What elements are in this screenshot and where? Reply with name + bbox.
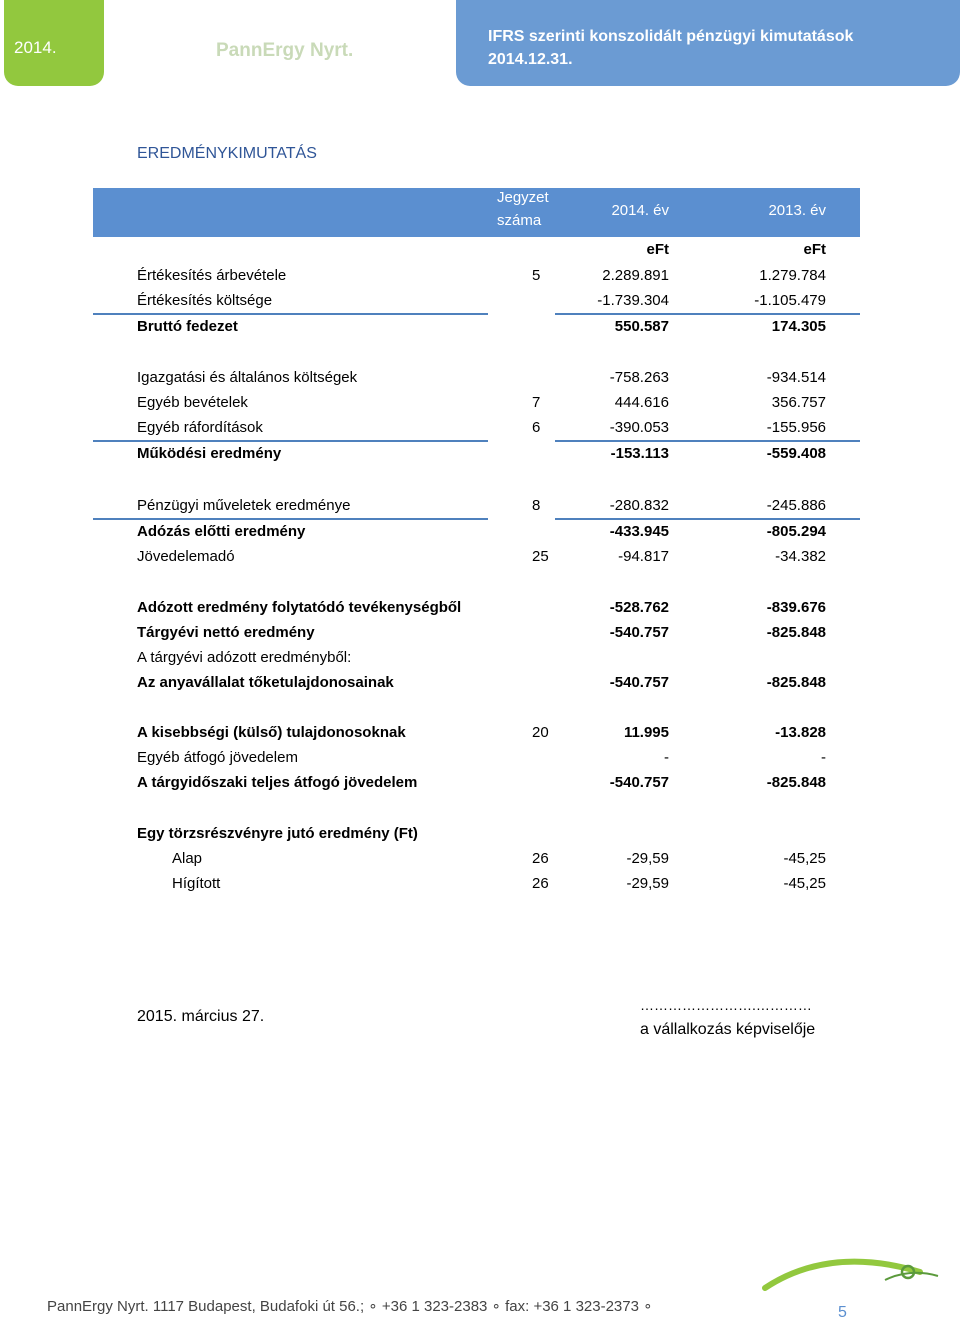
row-value-2014: 11.995 <box>623 724 669 741</box>
row-value-2014: -153.113 <box>610 445 669 462</box>
table-row <box>0 646 960 670</box>
row-value-2014: -29,59 <box>626 875 669 892</box>
table-row <box>0 494 960 518</box>
row-value-2013: -559.408 <box>766 445 826 462</box>
row-value-2013: 174.305 <box>771 318 826 335</box>
row-note: 5 <box>532 267 541 284</box>
row-label: A tárgyidőszaki teljes átfogó jövedelem <box>137 774 418 791</box>
table-row <box>0 442 960 466</box>
unit-2013: eFt <box>803 241 826 258</box>
table-row <box>0 289 960 313</box>
header-date: 2014.12.31. <box>488 51 573 68</box>
year-2014-header: 2014. év <box>611 202 669 219</box>
row-label: Egyéb átfogó jövedelem <box>137 749 298 766</box>
table-row <box>0 621 960 645</box>
row-value-2013: -45,25 <box>783 850 826 867</box>
row-label: Egy törzsrészvényre jutó eredmény (Ft) <box>137 825 418 842</box>
row-note: 25 <box>532 548 549 565</box>
row-value-2014: -433.945 <box>609 523 669 540</box>
row-value-2014: -390.053 <box>609 419 669 436</box>
table-row <box>0 264 960 288</box>
row-label: Az anyavállalat tőketulajdonosainak <box>137 674 394 691</box>
footer-address: PannErgy Nyrt. 1117 Budapest, Budafoki út 56.; ∘ +36 1 323-2383 ∘ fax: +36 1 323-2373 ∘ <box>47 1298 653 1315</box>
row-value-2014: 444.616 <box>614 394 669 411</box>
table-row <box>0 416 960 440</box>
row-note: 8 <box>532 497 541 514</box>
row-value-2014: -758.263 <box>609 369 669 386</box>
row-value-2013: 1.279.784 <box>759 267 826 284</box>
row-value-2013: -1.105.479 <box>754 292 826 309</box>
row-value-2014: -540.757 <box>609 774 669 791</box>
row-value-2013: -45,25 <box>783 875 826 892</box>
table-row <box>0 872 960 896</box>
row-value-2013: -13.828 <box>775 724 826 741</box>
row-note: 26 <box>532 875 549 892</box>
row-value-2013: -839.676 <box>766 599 826 616</box>
row-label: Egyéb bevételek <box>137 394 248 411</box>
row-value-2014: - <box>664 749 669 766</box>
page-number: 5 <box>838 1304 847 1321</box>
row-value-2013: -934.514 <box>766 369 826 386</box>
units-row <box>0 238 960 262</box>
row-note: 6 <box>532 419 541 436</box>
row-label: Értékesítés költsége <box>137 292 273 309</box>
table-row <box>0 520 960 544</box>
table-row <box>0 847 960 871</box>
table-row <box>0 596 960 620</box>
signature-date: 2015. március 27. <box>137 1008 265 1025</box>
unit-2014: eFt <box>646 241 669 258</box>
row-note: 20 <box>532 724 549 741</box>
row-value-2013: -245.886 <box>766 497 826 514</box>
note-column-header-2: száma <box>497 212 542 229</box>
row-value-2013: -34.382 <box>775 548 826 565</box>
row-value-2014: -540.757 <box>609 624 669 641</box>
note-column-header-1: Jegyzet <box>497 189 549 206</box>
row-label: Működési eredmény <box>137 445 282 462</box>
row-label: A tárgyévi adózott eredményből: <box>137 649 352 666</box>
row-label: Jövedelemadó <box>137 548 235 565</box>
table-row <box>0 366 960 390</box>
row-label: Igazgatási és általános költségek <box>137 369 358 386</box>
signature-line: …………………….………… <box>640 997 812 1013</box>
table-header <box>93 188 860 237</box>
row-note: 7 <box>532 394 541 411</box>
header-company: PannErgy Nyrt. <box>216 40 354 61</box>
table-row <box>0 545 960 569</box>
row-value-2014: -280.832 <box>609 497 669 514</box>
table-row <box>0 721 960 745</box>
table-row <box>0 671 960 695</box>
year-2013-header: 2013. év <box>768 202 826 219</box>
company-logo-icon <box>760 1250 950 1310</box>
header-year-tab <box>4 0 104 86</box>
row-label: Adózás előtti eredmény <box>137 523 306 540</box>
row-label: Pénzügyi műveletek eredménye <box>137 497 351 514</box>
row-label: Alap <box>172 850 203 867</box>
header-title: IFRS szerinti konszolidált pénzügyi kimutatások <box>488 28 854 45</box>
row-label: Egyéb ráfordítások <box>137 419 263 436</box>
row-label: Hígított <box>172 875 221 892</box>
signature-representative: a vállalkozás képviselője <box>640 1021 816 1038</box>
row-value-2013: 356.757 <box>771 394 826 411</box>
row-value-2013: -825.848 <box>766 774 826 791</box>
row-label: A kisebbségi (külső) tulajdonosoknak <box>137 724 406 741</box>
table-row <box>0 391 960 415</box>
row-label: Értékesítés árbevétele <box>137 267 287 284</box>
row-value-2013: -805.294 <box>766 523 826 540</box>
row-value-2014: -94.817 <box>618 548 669 565</box>
table-row <box>0 822 960 846</box>
row-note: 26 <box>532 850 549 867</box>
row-value-2013: -155.956 <box>766 419 826 436</box>
row-value-2013: -825.848 <box>766 674 826 691</box>
section-title: EREDMÉNYKIMUTATÁS <box>137 145 317 162</box>
table-row <box>0 771 960 795</box>
row-value-2014: -540.757 <box>609 674 669 691</box>
row-value-2014: 550.587 <box>614 318 669 335</box>
row-label: Tárgyévi nettó eredmény <box>137 624 315 641</box>
row-value-2014: -29,59 <box>626 850 669 867</box>
header-company-tab <box>112 0 452 86</box>
header-year: 2014. <box>14 38 57 57</box>
row-label: Adózott eredmény folytatódó tevékenységből <box>137 599 462 616</box>
row-value-2014: -1.739.304 <box>597 292 669 309</box>
table-row <box>0 315 960 339</box>
row-value-2013: - <box>821 749 826 766</box>
row-value-2014: 2.289.891 <box>602 267 669 284</box>
row-label: Bruttó fedezet <box>137 318 238 335</box>
row-value-2014: -528.762 <box>609 599 669 616</box>
table-row <box>0 746 960 770</box>
row-value-2013: -825.848 <box>766 624 826 641</box>
header-title-tab <box>456 0 960 86</box>
